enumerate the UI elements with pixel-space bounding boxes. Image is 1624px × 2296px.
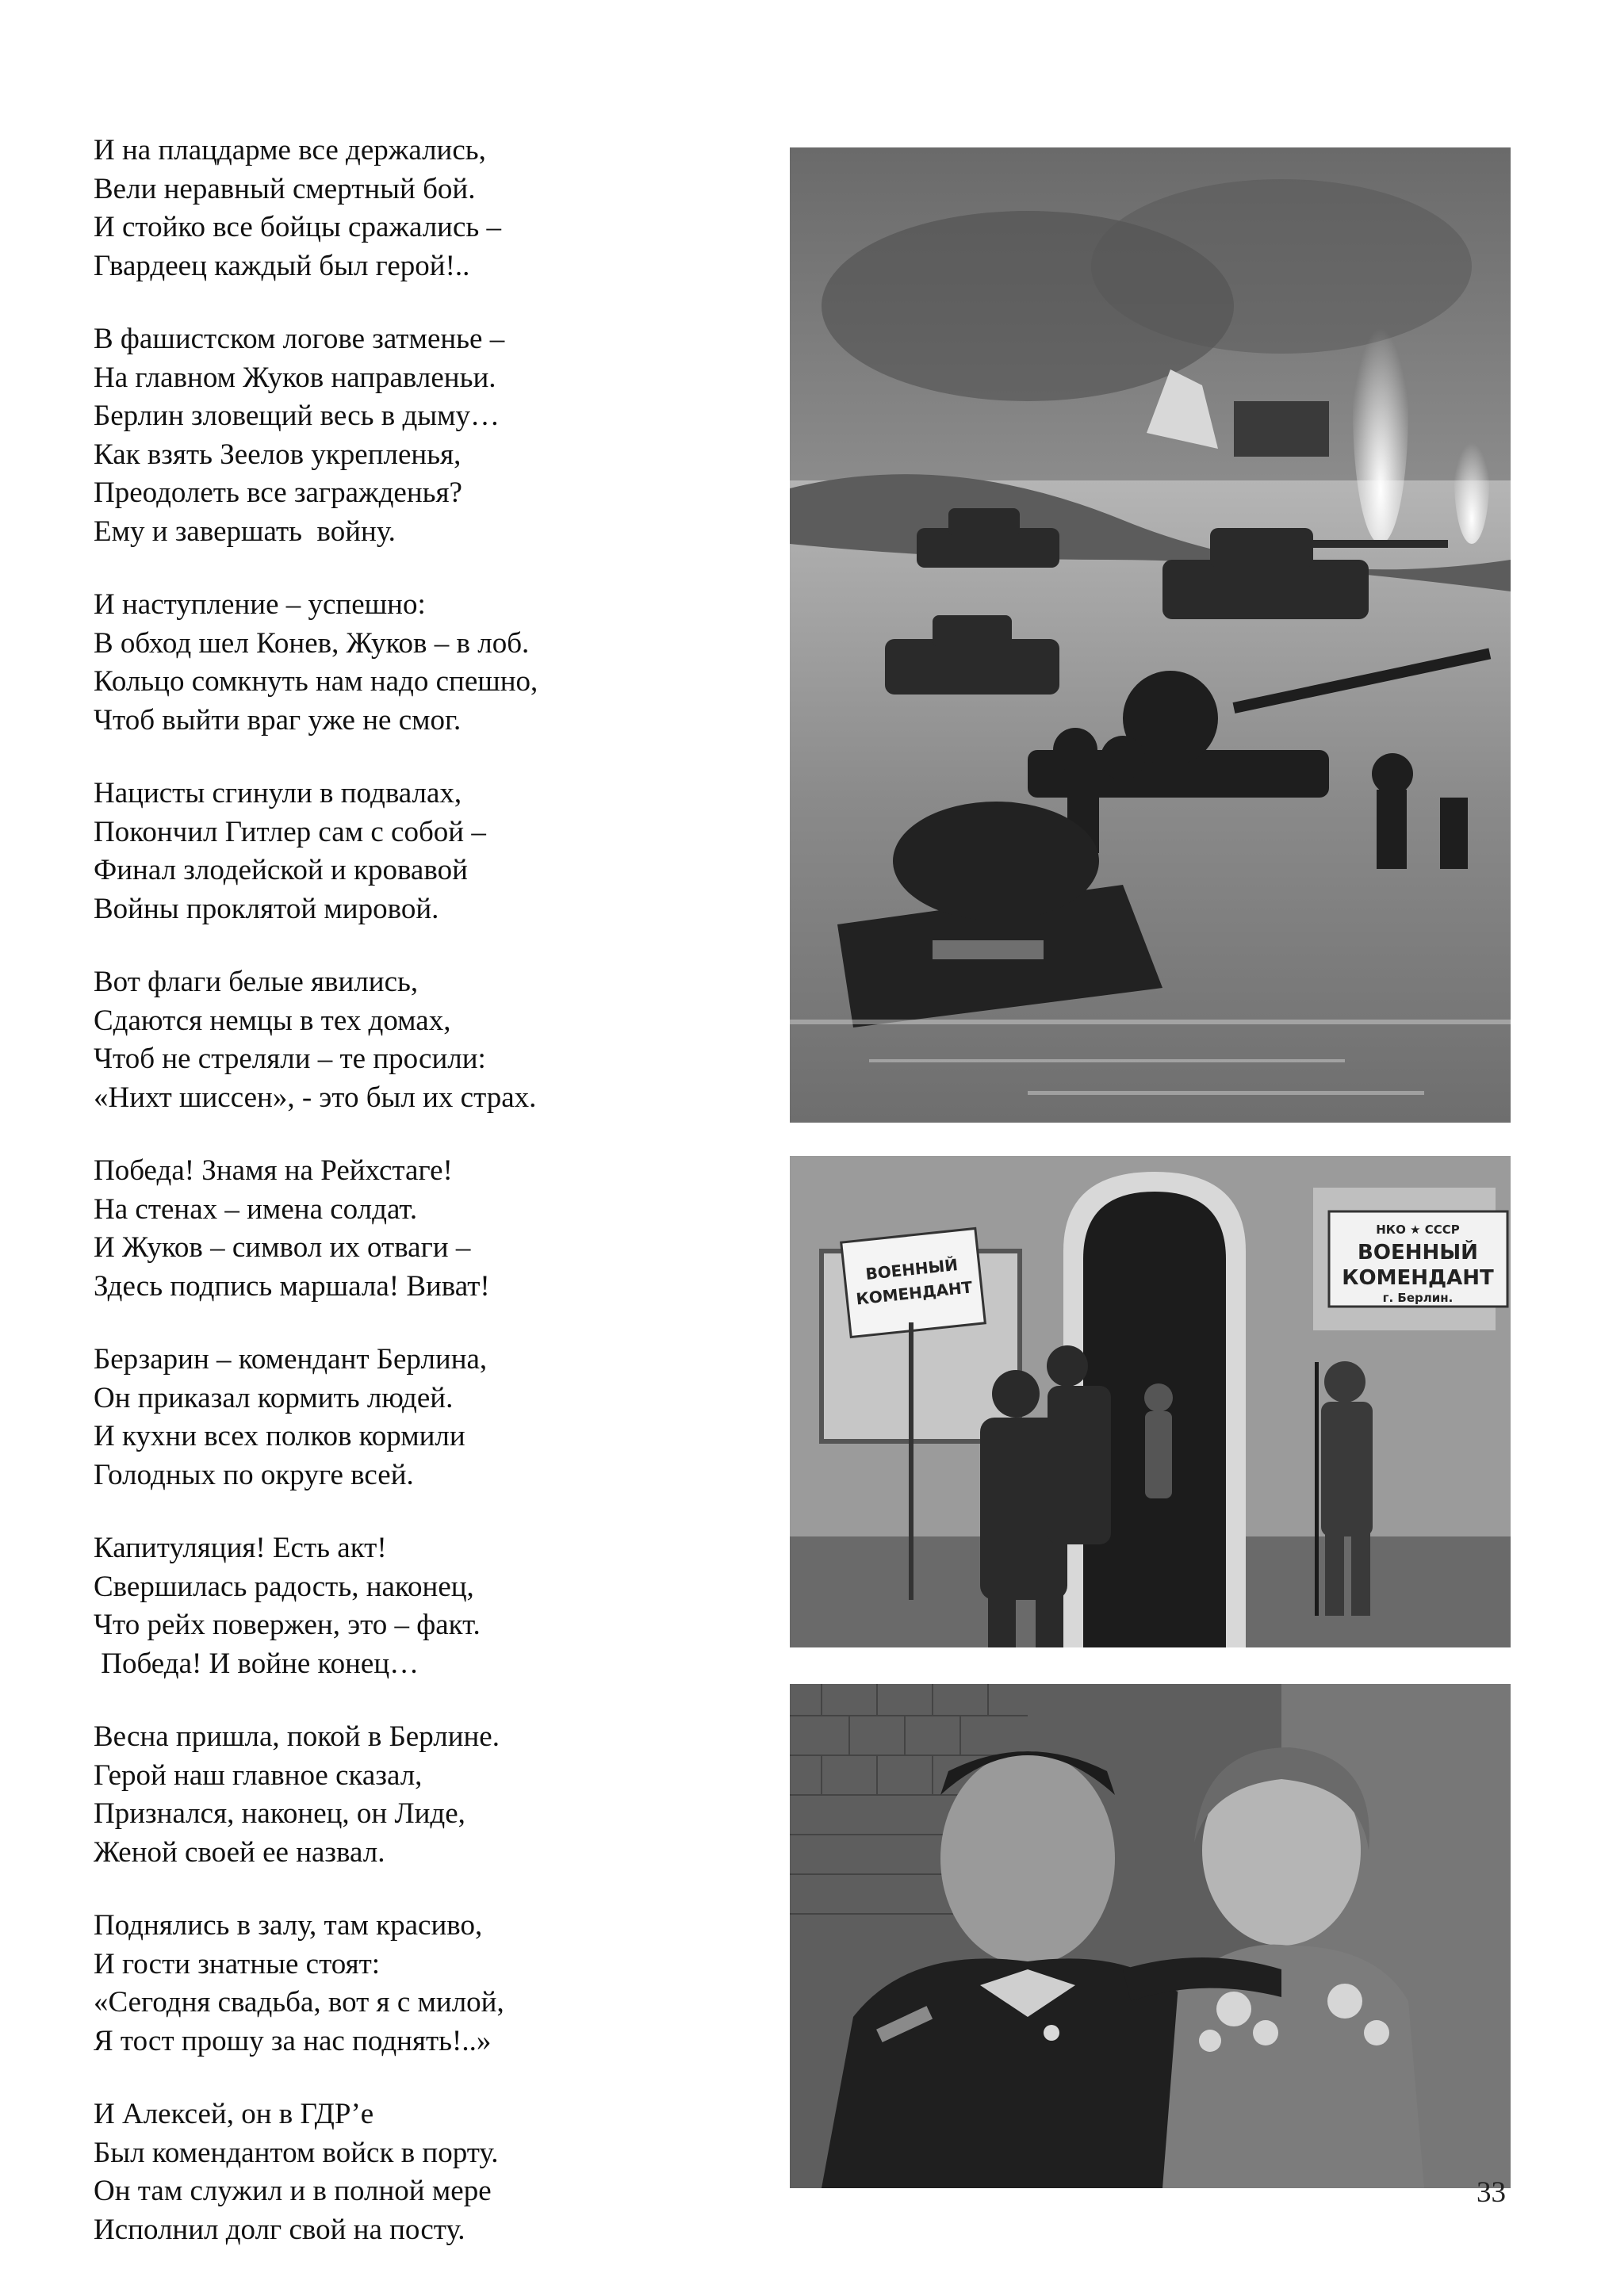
poem-line: Свершилась радость, наконец, <box>94 1570 474 1603</box>
poem-line: Герой наш главное сказал, <box>94 1758 423 1792</box>
sign-right-line-4: г. Берлин. <box>1382 1291 1454 1305</box>
poem-line: Берзарин – комендант Берлина, <box>94 1343 488 1376</box>
poem-line: На главном Жуков направленьи. <box>94 361 496 394</box>
poem-line: Гвардеец каждый был герой!.. <box>94 249 470 282</box>
poem-line: Чтоб не стреляли – те просили: <box>94 1043 486 1075</box>
poem-line: Вели неравный смертный бой. <box>94 172 476 205</box>
kommandant-photo-graphic <box>790 1156 1511 1647</box>
poem-line: Кольцо сомкнуть нам надо спешно, <box>94 665 538 698</box>
stanza <box>94 1907 776 2061</box>
poem-line: Ему и завершать войну. <box>94 515 396 548</box>
poem-line: И кухни всех полков кормили <box>94 1420 465 1452</box>
poem-line: В фашистском логове затменье – <box>94 323 505 355</box>
stanza <box>94 586 776 740</box>
poem-line: Исполнил долг свой на посту. <box>94 2213 465 2246</box>
poem-line: Был комендантом войск в порту. <box>94 2136 499 2169</box>
poem-line: Весна пришла, покой в Берлине. <box>94 1720 500 1753</box>
sign-left-line-2: КОМЕНДАНТ <box>855 1277 974 1309</box>
poem-line: И Алексей, он в ГДР’е <box>94 2098 374 2130</box>
poem-line: И гости знатные стоят: <box>94 1947 381 1980</box>
poem-line: Чтоб выйти враг уже не смог. <box>94 703 462 737</box>
poem-line: Признался, наконец, он Лиде, <box>94 1797 465 1830</box>
poem-line: Капитуляция! Есть акт! <box>94 1532 387 1564</box>
poem-line: Голодных по округе всей. <box>94 1458 414 1491</box>
poem-line: Поднялись в залу, там красиво, <box>94 1909 483 1942</box>
poem-line: На стенах – имена солдат. <box>94 1192 418 1226</box>
stanza <box>94 320 776 551</box>
stanza <box>94 1341 776 1494</box>
poem-line: И Жуков – символ их отваги – <box>94 1231 471 1264</box>
stanza <box>94 2095 776 2249</box>
poem-line: Победа! И войне конец… <box>94 1647 419 1680</box>
poem-line: И стойко все бойцы сражались – <box>94 211 502 243</box>
poem-line: Преодолеть все загражденья? <box>94 476 462 509</box>
sign-right <box>1329 1211 1507 1307</box>
kommandant-photo <box>790 1156 1511 1647</box>
poem-line: Как взять Зеелов укрепленья, <box>94 438 462 471</box>
poem-line: Покончил Гитлер сам с собой – <box>94 815 486 848</box>
poem-line: Он там служил и в полной мере <box>94 2175 492 2207</box>
poem-line: Финал злодейской и кровавой <box>94 854 468 886</box>
poem-line: «Сегодня свадьба, вот я с милой, <box>94 1986 504 2019</box>
sign-right-line-2: ВОЕННЫЙ <box>1358 1241 1478 1265</box>
poem <box>94 132 776 2284</box>
stanza <box>94 1529 776 1683</box>
poem-line: Он приказал кормить людей. <box>94 1381 454 1414</box>
page-number: 33 <box>1477 2176 1506 2209</box>
stanza <box>94 132 776 285</box>
poem-line: Сдаются немцы в тех домах, <box>94 1004 451 1037</box>
couple-photo-graphic <box>790 1684 1511 2188</box>
poem-line: Женой своей ее назвал. <box>94 1835 385 1869</box>
poem-line: В обход шел Конев, Жуков – в лоб. <box>94 626 530 660</box>
battle-illustration <box>790 147 1511 1123</box>
poem-line: Берлин зловещий весь в дыму… <box>94 400 500 432</box>
sign-right-line-1: НКО ★ СССР <box>1376 1223 1460 1237</box>
poem-line: Что рейх повержен, это – факт. <box>94 1609 481 1641</box>
poem-line: Победа! Знамя на Рейхстаге! <box>94 1154 453 1187</box>
poem-line: Здесь подпись маршала! Виват! <box>94 1269 490 1303</box>
poem-line: Вот флаги белые явились, <box>94 966 419 998</box>
poem-line: Я тост прошу за нас поднять!..» <box>94 2024 492 2057</box>
stanza <box>94 775 776 928</box>
stanza <box>94 1152 776 1306</box>
stanza <box>94 1718 776 1872</box>
poem-line: Войны проклятой мировой. <box>94 892 439 925</box>
poem-line: И на плацдарме все держались, <box>94 134 486 166</box>
stanza <box>94 963 776 1117</box>
poem-line: «Нихт шиссен», - это был их страх. <box>94 1081 537 1114</box>
sign-right-line-3: КОМЕНДАНТ <box>1342 1266 1494 1290</box>
sign-left <box>841 1228 986 1337</box>
sign-left-line-1: ВОЕННЫЙ <box>864 1255 959 1284</box>
poem-line: Нацисты сгинули в подвалах, <box>94 777 462 809</box>
couple-photo <box>790 1684 1511 2188</box>
battle-illustration-graphic <box>790 147 1511 1123</box>
poem-line: И наступление – успешно: <box>94 588 426 621</box>
